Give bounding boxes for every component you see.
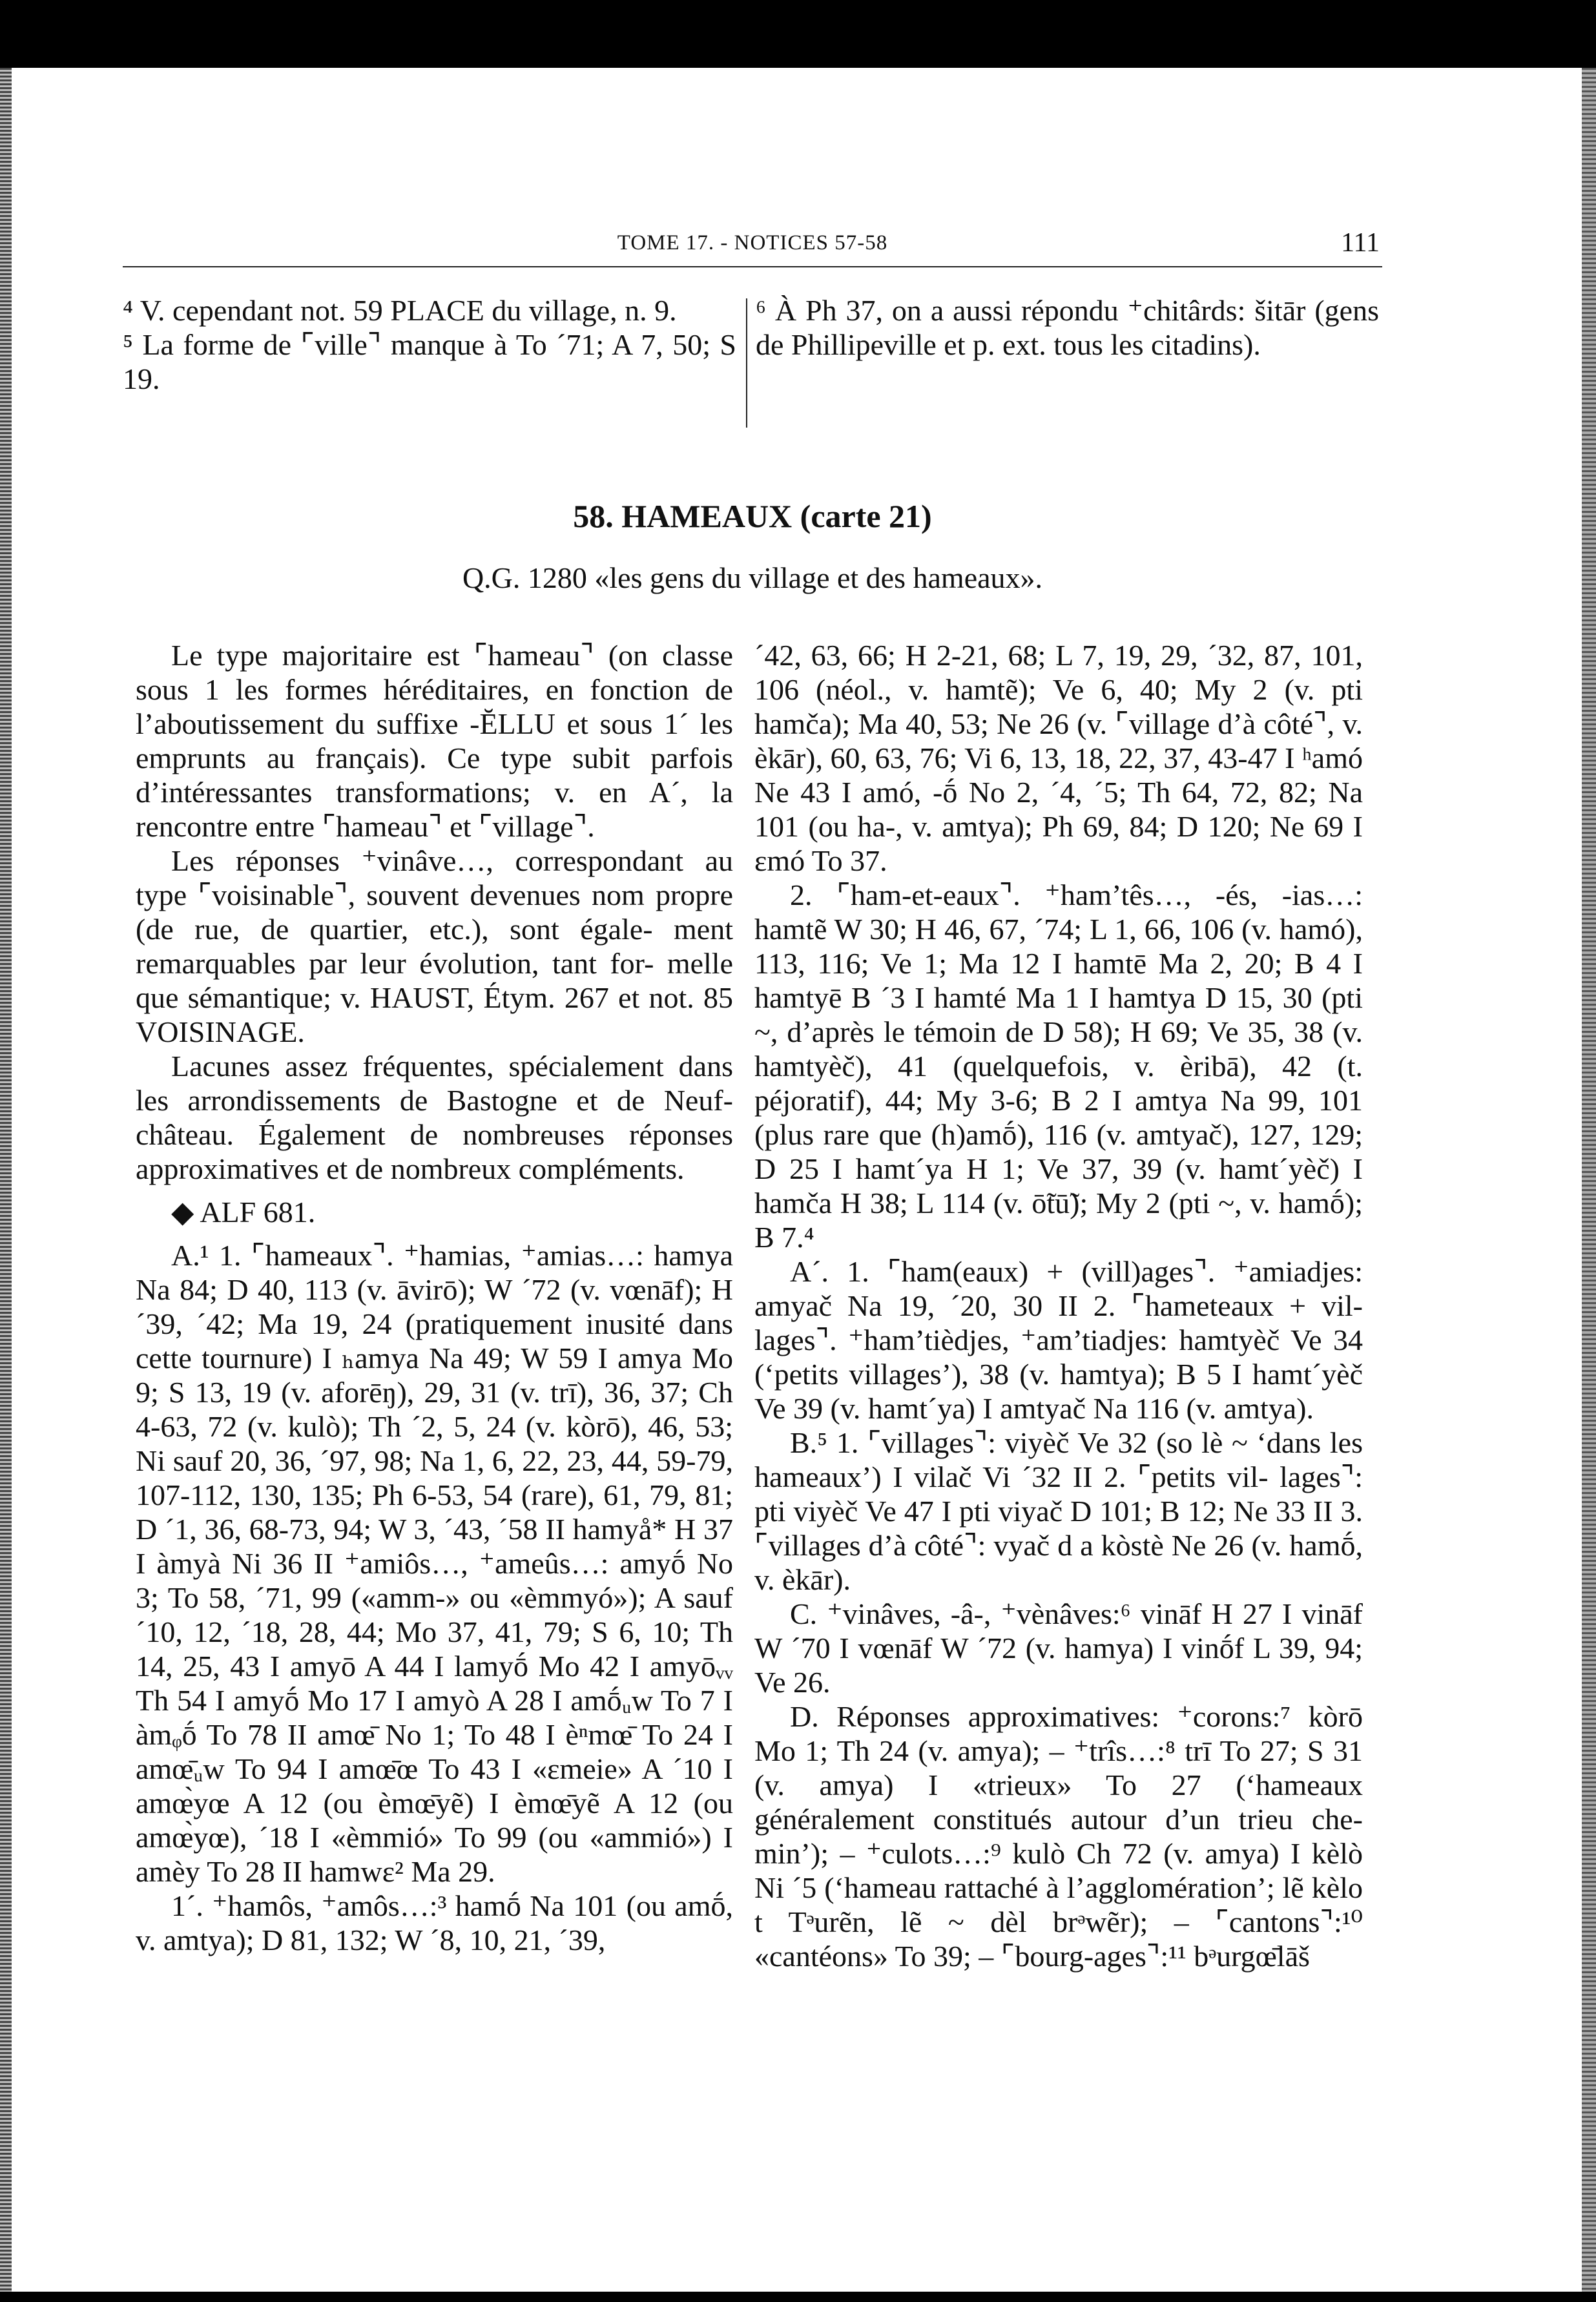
page-header [123, 227, 1382, 267]
paragraph-continuation: ´42, 63, 66; H 2-21, 68; L 7, 19, 29, ´32, 87, 101, 106 (néol., v. hamtẽ); Ve 6, 40; My 2 (v. pti hamča); Ma 40, 53; Ne 26 (v. ⌜village d’à côté⌝, v. èkār), 60, 63, 76; Vi 6, 13, 18, 22, 37, 43-47 I ʰamó Ne 43 I amó, -ṓ No 2, ´4, ´5; Th 64, 72, 82; Na 101 (ou ha-, v. amtya); Ph 69, 84; D 120; Ne 69 I εmó To 37. [754, 639, 1363, 877]
footnote-column-divider [746, 298, 747, 428]
paragraph-type-c: C. ⁺vinâves, -â-, ⁺vènâves:⁶ vināf H 27 I vināf W ´70 I vœnāf W ´72 (v. hamya) I vinṓf L 39, 94; Ve 26. [754, 1597, 1363, 1699]
paragraph-vinave: Les réponses ⁺vinâve…, correspondant au type ⌜voisinable⌝, souvent devenues nom propre (de rue, de quartier, etc.), sont égale- ment remarquables par leur évolution, tant for- melle que sémantique; v. HAUST, Étym. 267 et not. 85 VOISINAGE. [136, 844, 733, 1048]
paragraph-type-2: 2. ⌜ham-et-eaux⌝. ⁺ham’tês…, -és, -ias…: hamtẽ W 30; H 46, 67, ´74; L 1, 66, 106 (v. hamó), 113, 116; Ve 1; Ma 12 I hamtē Ma 2, 20; B 4 I hamtyē B ´3 I hamté Ma 1 I hamtya D 15, 30 (pti ~, d’après le témoin de D 58); H 69; Ve 35, 38 (v. hamtyèč), 41 (quelquefois, v. èribā), 42 (t. péjoratif), 44; My 3-6; B 2 I amtya Na 99, 101 (plus rare que (h)amṓ), 116 (v. amtyač), 127, 129; D 25 I hamt´ya H 1; Ve 37, 39 (v. hamt´yèč) I hamča H 38; L 114 (v. ō̃tū̃); My 2 (pti ~, v. hamṓ); B 7.⁴ [754, 878, 1363, 1254]
scan-border-bottom [0, 2292, 1596, 2302]
paragraph-intro: Le type majoritaire est ⌜hameau⌝ (on classe sous 1 les formes héréditaires, en fonction de l’aboutissement du suffixe -ĔLLU et sous 1´ les emprunts au français). Ce type subit parfois d’intéressantes transformations; v. en A´, la rencontre entre ⌜hameau⌝ et ⌜village⌝. [136, 639, 733, 843]
scan-border-right [1582, 68, 1596, 2292]
page-number: 111 [1341, 228, 1380, 258]
section-title: 58. HAMEAUX (carte 21) [573, 498, 932, 534]
paragraph-alf: ◆ ALF 681. [171, 1196, 316, 1229]
paragraph-lacunes: Lacunes assez fréquentes, spécialement dans les arrondissements de Bastogne et de Neuf- château. Également de nombreuses réponses approximatives et de nombreux compléments. [136, 1050, 733, 1185]
running-head: TOME 17. - NOTICES 57-58 [617, 231, 888, 254]
paragraph-type-a: A.¹ 1. ⌜hameaux⌝. ⁺hamias, ⁺amias…: hamya Na 84; D 40, 113 (v. āvirō); W ´72 (v. vœnāf); H ´39, ´42; Ma 19, 24 (pratiquement inusité dans cette tournure) I ₕamya Na 49; W 59 I amya Mo 9; S 13, 19 (v. aforēŋ), 29, 31 (v. trī), 36, 37; Ch 4-63, 72 (v. kulò); Th ´2, 5, 24 (v. kòrō), 46, 53; Ni sauf 20, 36, ´97, 98; Na 1, 6, 22, 23, 44, 59-79, 107-112, 130, 135; Ph 6-53, 54 (rare), 61, 79, 81; D ´1, 36, 68-73, 94; W 3, ´43, ´58 II hamyå* H 37 I àmyà Ni 36 II ⁺amiôs…, ⁺ameûs…: amyṓ No 3; To 58, ´71, 99 («amm-» ou «èmmyó»); A sauf ´10, 12, ´18, 28, 44; Mo 37, 41, 79; S 6, 10; Th 14, 25, 43 I amyō A 44 I lamyṓ Mo 42 I amyōᵥᵥ Th 54 I amyṓ Mo 17 I amyò A 28 I amṓᵤw To 7 I àmᵩṓ To 78 II amœ̄ No 1; To 48 I èⁿmœ̄ To 24 I amœ̄ᵤw To 94 I amœ̄œ To 43 I «εmeie» A ´10 I amœ̀yœ A 12 (ou èmœ̄yẽ) I èmœ̄yẽ A 12 (ou amœ̀yœ), ´18 I «èmmió» To 99 (ou «ammió») I amèy To 28 II hamwε² Ma 29. [136, 1239, 733, 1888]
scan-border-left [0, 68, 12, 2292]
body-column-left [136, 638, 733, 1957]
footnote-5: ⁵ La forme de ⌜ville⌝ manque à To ´71; A 7, 50; S 19. [123, 328, 736, 395]
paragraph-type-b: B.⁵ 1. ⌜villages⌝: viyèč Ve 32 (so lè ~ ‘dans les hameaux’) I vilač Vi ´32 II 2. ⌜petits vil- lages⌝: pti viyèč Ve 47 I pti viyač D 101; B 12; Ne 33 II 3. ⌜villages d’à côté⌝: vyač d a kòstè Ne 26 (v. hamṓ, v. èkār). [754, 1426, 1363, 1596]
body-column-right [754, 638, 1363, 1973]
footnotes-left [123, 293, 736, 396]
footnotes-right [756, 293, 1379, 362]
scan-border-top [0, 0, 1596, 68]
footnote-6: ⁶ À Ph 37, on a aussi répondu ⁺chitârds: šitār (gens de Phillipeville et p. ext. tous les citadins). [756, 294, 1379, 361]
footnote-4: ⁴ V. cependant not. 59 PLACE du village, n. 9. [123, 294, 677, 327]
section-subtitle: Q.G. 1280 «les gens du village et des hameaux». [462, 561, 1043, 594]
paragraph-type-1prime: 1´. ⁺hamôs, ⁺amôs…:³ hamṓ Na 101 (ou amṓ, v. amtya); D 81, 132; W ´8, 10, 21, ´39, [136, 1889, 733, 1956]
paragraph-type-aprime: A´. 1. ⌜ham(eaux) + (vill)ages⌝. ⁺amiadjes: amyač Na 19, ´20, 30 II 2. ⌜hameteaux + vil- lages⌝. ⁺ham’tièdjes, ⁺am’tiadjes: hamtyèč Ve 34 (‘petits villages’), 38 (v. hamtya); B 5 I hamt´yèč Ve 39 (v. hamt´ya) I amtyač Na 116 (v. amtya). [754, 1255, 1363, 1425]
paragraph-type-d: D. Réponses approximatives: ⁺corons:⁷ kòrō Mo 1; Th 24 (v. amya); – ⁺trîs…:⁸ trī To 27; S 31 (v. amya) I «trieux» To 27 (‘hameaux généralement constitués autour d’un trieu che- min’); – ⁺culots…:⁹ kulò Ch 72 (v. amya) I kèlò Ni ´5 (‘hameau rattaché à l’agglomération’; lẽ kèlo t Tᵊurẽn, lẽ ~ dèl brᵊwẽr); – ⌜cantons⌝:¹⁰ «cantéons» To 39; – ⌜bourg-ages⌝:¹¹ bᵊurgœ̄lāš [754, 1700, 1363, 1973]
